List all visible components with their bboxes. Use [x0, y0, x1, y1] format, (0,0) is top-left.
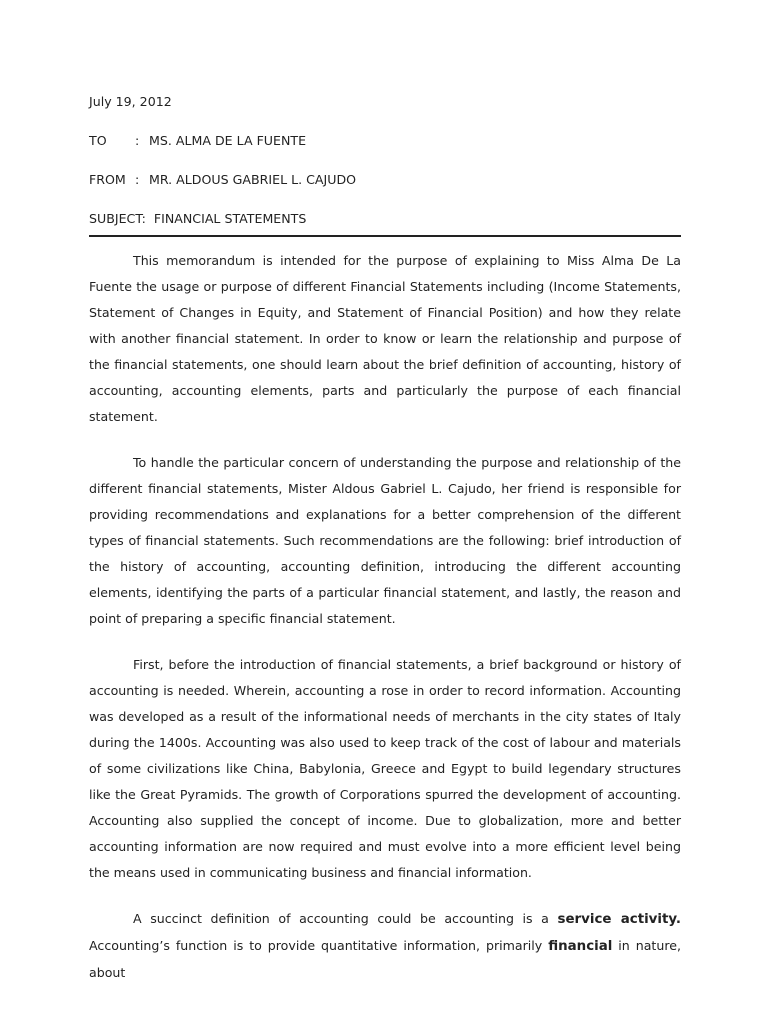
from-separator: :: [135, 172, 140, 187]
paragraph-purpose: This memorandum is intended for the purpose of explaining to Miss Alma De La Fuente the usage or purpose of different Financial Statements including (Income Statements, Statement of Changes in Equity, and Statement of Financial Position) and how they relate with another financial statement. In order to know or learn the relationship and purpose of the financial statements, one should learn about the brief definition of accounting, history of accounting, accounting elements, parts and particularly the purpose of each financial statement.: [89, 253, 681, 424]
paragraph-history: First, before the introduction of financial statements, a brief background or history of accounting is needed. Wherein, accounting a rose in order to record information. Accounting was developed as a result of the informational needs of merchants in the city states of Italy during the 1400s. Accounting was also used to keep track of the cost of labour and materials of some civilizations like China, Babylonia, Greece and Egypt to build legendary structures like the Great Pyramids. The growth of Corporations spurred the development of accounting. Accounting also supplied the concept of income. Due to globalization, more and better accounting information are now required and must evolve into a more efficient level being the means used in communicating business and financial information.: [89, 657, 681, 880]
definition-bold-financial: financial: [548, 939, 613, 954]
memo-date: July 19, 2012: [89, 94, 172, 109]
definition-text-3: in nature, about: [89, 938, 681, 980]
definition-text-2: Accounting’s function is to provide quantitative information, primarily: [89, 938, 549, 953]
header-divider: [89, 235, 681, 237]
memo-header: [89, 92, 681, 248]
definition-text-1: A succinct definition of accounting could be accounting is a: [133, 911, 558, 926]
to-value: MS. ALMA DE LA FUENTE: [149, 133, 307, 148]
from-value: MR. ALDOUS GABRIEL L. CAJUDO: [149, 172, 357, 187]
paragraph-definition: [89, 906, 681, 986]
to-separator: :: [135, 133, 140, 148]
subject-value: FINANCIAL STATEMENTS: [153, 211, 307, 226]
definition-bold-service-activity: service activity.: [557, 912, 681, 927]
memo-from-row: [89, 170, 681, 209]
to-label: TO: [89, 133, 107, 148]
paragraph-recommendations: To handle the particular concern of understanding the purpose and relationship of the different financial statements, Mister Aldous Gabriel L. Cajudo, her friend is responsible for providing recommendations and explanations for a better comprehension of the different types of financial statements. Such recommendations are the following: brief introduction of the history of accounting, accounting definition, introducing the different accounting elements, identifying the parts of a particular financial statement, and lastly, the reason and point of preparing a specific financial statement.: [89, 455, 681, 626]
subject-label: SUBJECT:: [89, 211, 146, 226]
memo-body: [89, 248, 681, 1006]
from-label: FROM: [89, 172, 126, 187]
memo-to-row: [89, 131, 681, 170]
memo-subject-row: [89, 209, 681, 248]
